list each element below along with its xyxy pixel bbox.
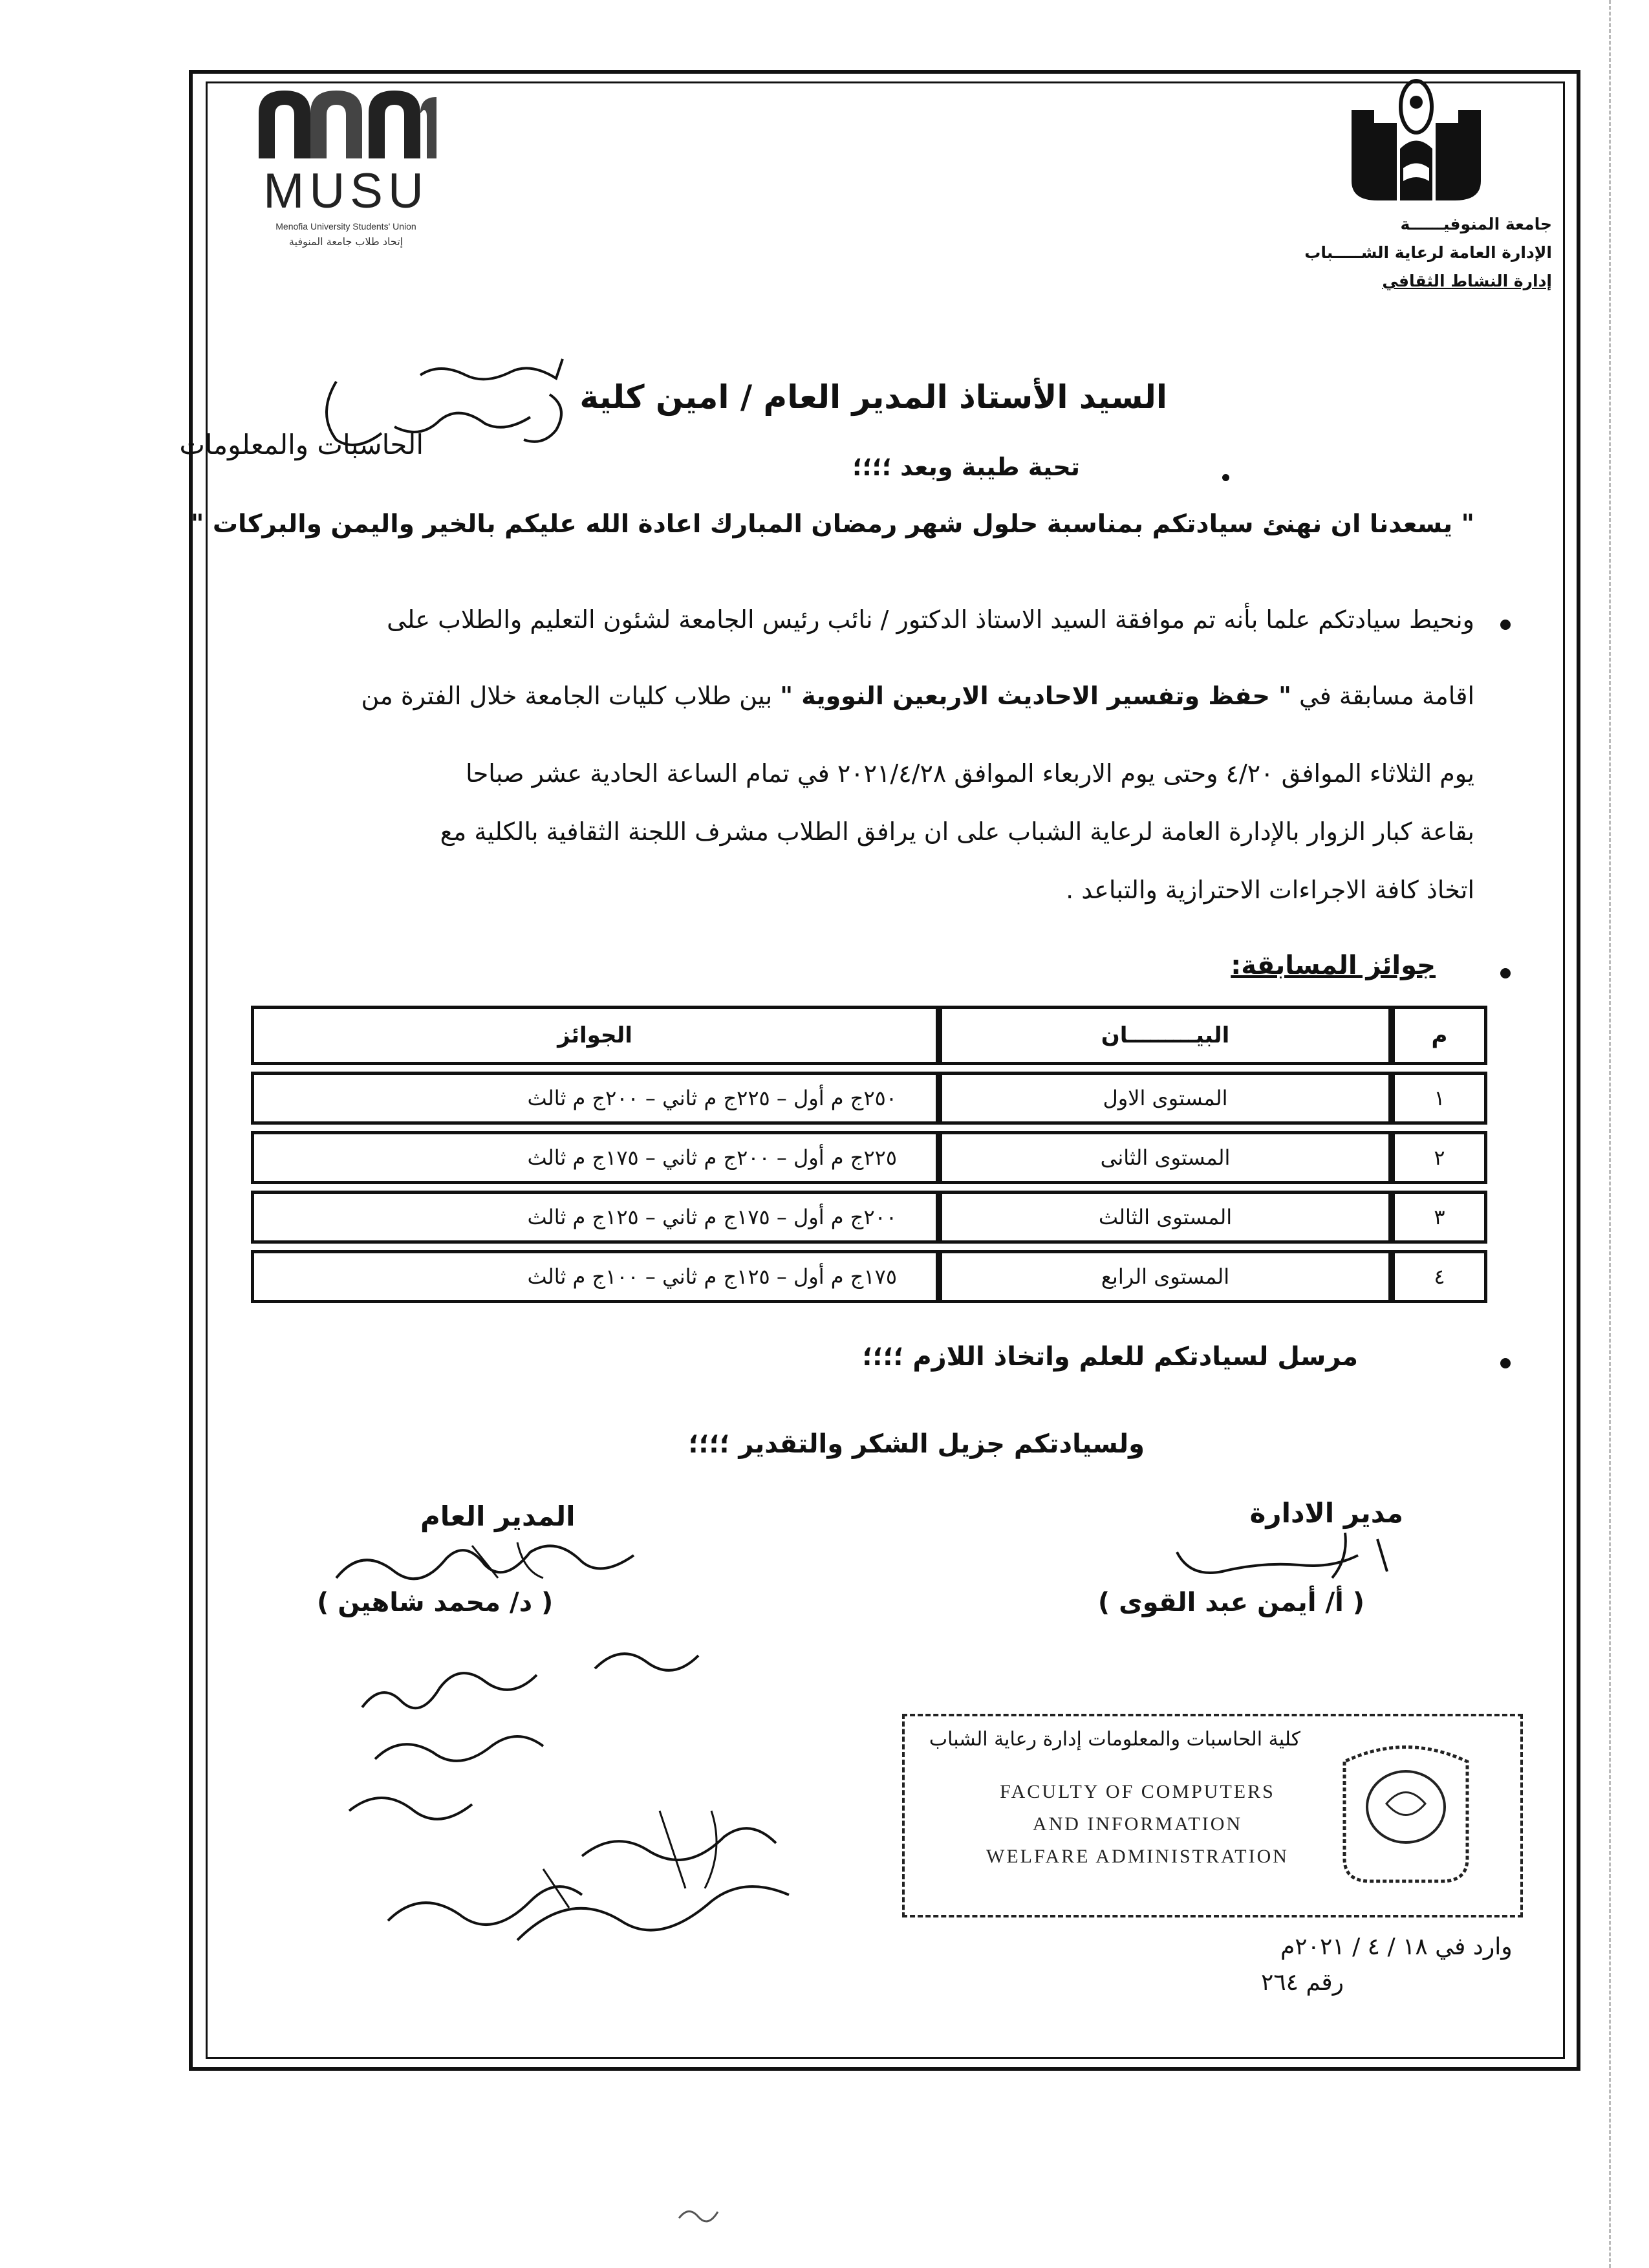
table-row	[251, 1191, 1487, 1244]
row-prizes: ٢٢٥ج م أول – ٢٠٠ج م ثاني – ١٧٥ج م ثالث	[251, 1131, 939, 1184]
table-row	[251, 1131, 1487, 1184]
page-mark-icon	[673, 2199, 724, 2231]
prizes-table	[251, 999, 1487, 1310]
svg-text:الحاسبات والمعلومات: الحاسبات والمعلومات	[179, 429, 424, 460]
thanks-line: ولسيادتكم جزيل الشكر والتقدير ؛؛؛؛	[688, 1429, 1145, 1459]
competition-suffix: بين طلاب كليات الجامعة خلال الفترة من	[361, 682, 773, 710]
faculty-stamp	[902, 1714, 1523, 1917]
stamp-english-line2: AND INFORMATION	[1032, 1813, 1243, 1835]
row-prizes: ٢٠٠ج م أول – ١٧٥ج م ثاني – ١٢٥ج م ثالث	[251, 1191, 939, 1244]
prizes-title: جوائز المسابقة:	[1231, 951, 1436, 980]
director-signature	[1164, 1520, 1410, 1597]
musu-mark-icon	[239, 84, 453, 162]
musu-subtitle-en: Menofia University Students' Union	[275, 221, 416, 232]
handwritten-addressee	[179, 349, 608, 466]
stamp-english-line1: FACULTY OF COMPUTERS	[1000, 1781, 1275, 1802]
row-num: ١	[1392, 1072, 1487, 1125]
paragraph-line-1: ونحيط سيادتكم علما بأنه تم موافقة السيد الاستاذ الدكتور / نائب رئيس الجامعة لشئون التعليم والطلاب على	[387, 605, 1474, 634]
stamp-emblem-icon	[1331, 1736, 1480, 1891]
closing-line: مرسل لسيادتكم للعلم واتخاذ اللازم ؛؛؛؛	[862, 1342, 1358, 1372]
table-header-row	[251, 1006, 1487, 1065]
bullet-dot	[1222, 474, 1229, 481]
row-level: المستوى الرابع	[939, 1250, 1392, 1303]
director-title: مدير الادارة	[1249, 1497, 1403, 1529]
table-row	[251, 1250, 1487, 1303]
row-num: ٣	[1392, 1191, 1487, 1244]
stamp-english-line3: WELFARE ADMINISTRATION	[986, 1846, 1289, 1867]
ramadan-greeting: " يسعدنا ان نهنئ سيادتكم بمناسبة حلول شهر رمضان المبارك اعادة الله عليكم بالخير واليمن والبركات "	[190, 510, 1474, 539]
musu-logo	[239, 84, 453, 259]
university-name: جامعة المنوفيــــــة	[1400, 215, 1552, 233]
competition-prefix: اقامة مسابقة في	[1299, 682, 1474, 710]
table-row	[251, 1072, 1487, 1125]
row-level: المستوى الاول	[939, 1072, 1392, 1125]
stamp-number: رقم ٢٦٤	[1261, 1969, 1344, 1996]
bullet-point	[1500, 620, 1511, 630]
row-prizes: ٢٥٠ج م أول – ٢٢٥ج م ثاني – ٢٠٠ج م ثالث	[251, 1072, 939, 1125]
bullet-point	[1500, 1358, 1511, 1368]
row-level: المستوى الثالث	[939, 1191, 1392, 1244]
paragraph-line-5: اتخاذ كافة الاجراءات الاحترازية والتباعد .	[1066, 876, 1474, 904]
row-level: المستوى الثانى	[939, 1131, 1392, 1184]
musu-subtitle-ar: إتحاد طلاب جامعة المنوفية	[288, 235, 404, 248]
general-manager-name: ( د/ محمد شاهين )	[317, 1588, 554, 1617]
bullet-point	[1500, 968, 1511, 978]
row-prizes: ١٧٥ج م أول – ١٢٥ج م ثاني – ١٠٠ج م ثالث	[251, 1250, 939, 1303]
header-prizes: الجوائز	[251, 1006, 939, 1065]
stamp-arabic-text: كلية الحاسبات والمعلومات إدارة رعاية الشباب	[929, 1728, 1300, 1751]
paragraph-line-3: يوم الثلاثاء الموافق ٤/٢٠ وحتى يوم الاربعاء الموافق ٢٠٢١/٤/٢٨ في تمام الساعة الحادية عشر صباحا	[466, 759, 1474, 788]
university-emblem-icon	[1339, 71, 1494, 207]
department-name: الإدارة العامة لرعاية الشـــــباب	[1304, 243, 1552, 262]
office-name: إدارة النشاط الثقافي	[1382, 272, 1552, 290]
paragraph-line-4: بقاعة كبار الزوار بالإدارة العامة لرعاية الشباب على ان يرافق الطلاب مشرف اللجنة الثقافية بالكلية مع	[440, 817, 1474, 846]
greeting-line: تحية طيبة وبعد ؛؛؛؛	[852, 453, 1080, 481]
header-num: م	[1392, 1006, 1487, 1065]
scan-fold-line	[1609, 0, 1613, 2268]
musu-logo-text: MUSU	[263, 164, 429, 219]
university-header	[1216, 210, 1552, 296]
competition-title: " حفظ وتفسير الاحاديث الاربعين النووية "	[780, 682, 1291, 710]
paragraph-line-2	[361, 678, 1474, 714]
general-manager-title: المدير العام	[420, 1500, 576, 1532]
row-num: ٢	[1392, 1131, 1487, 1184]
stamp-date: وارد في ١٨ / ٤ / ٢٠٢١م	[1280, 1934, 1513, 1960]
row-num: ٤	[1392, 1250, 1487, 1303]
header-level: البيـــــــــان	[939, 1006, 1392, 1065]
handwritten-annotations	[323, 1617, 841, 1979]
addressee-line: السيد الأستاذ المدير العام / امين كلية	[579, 378, 1167, 416]
director-name: ( أ/ أيمن عبد القوى )	[1097, 1588, 1364, 1617]
